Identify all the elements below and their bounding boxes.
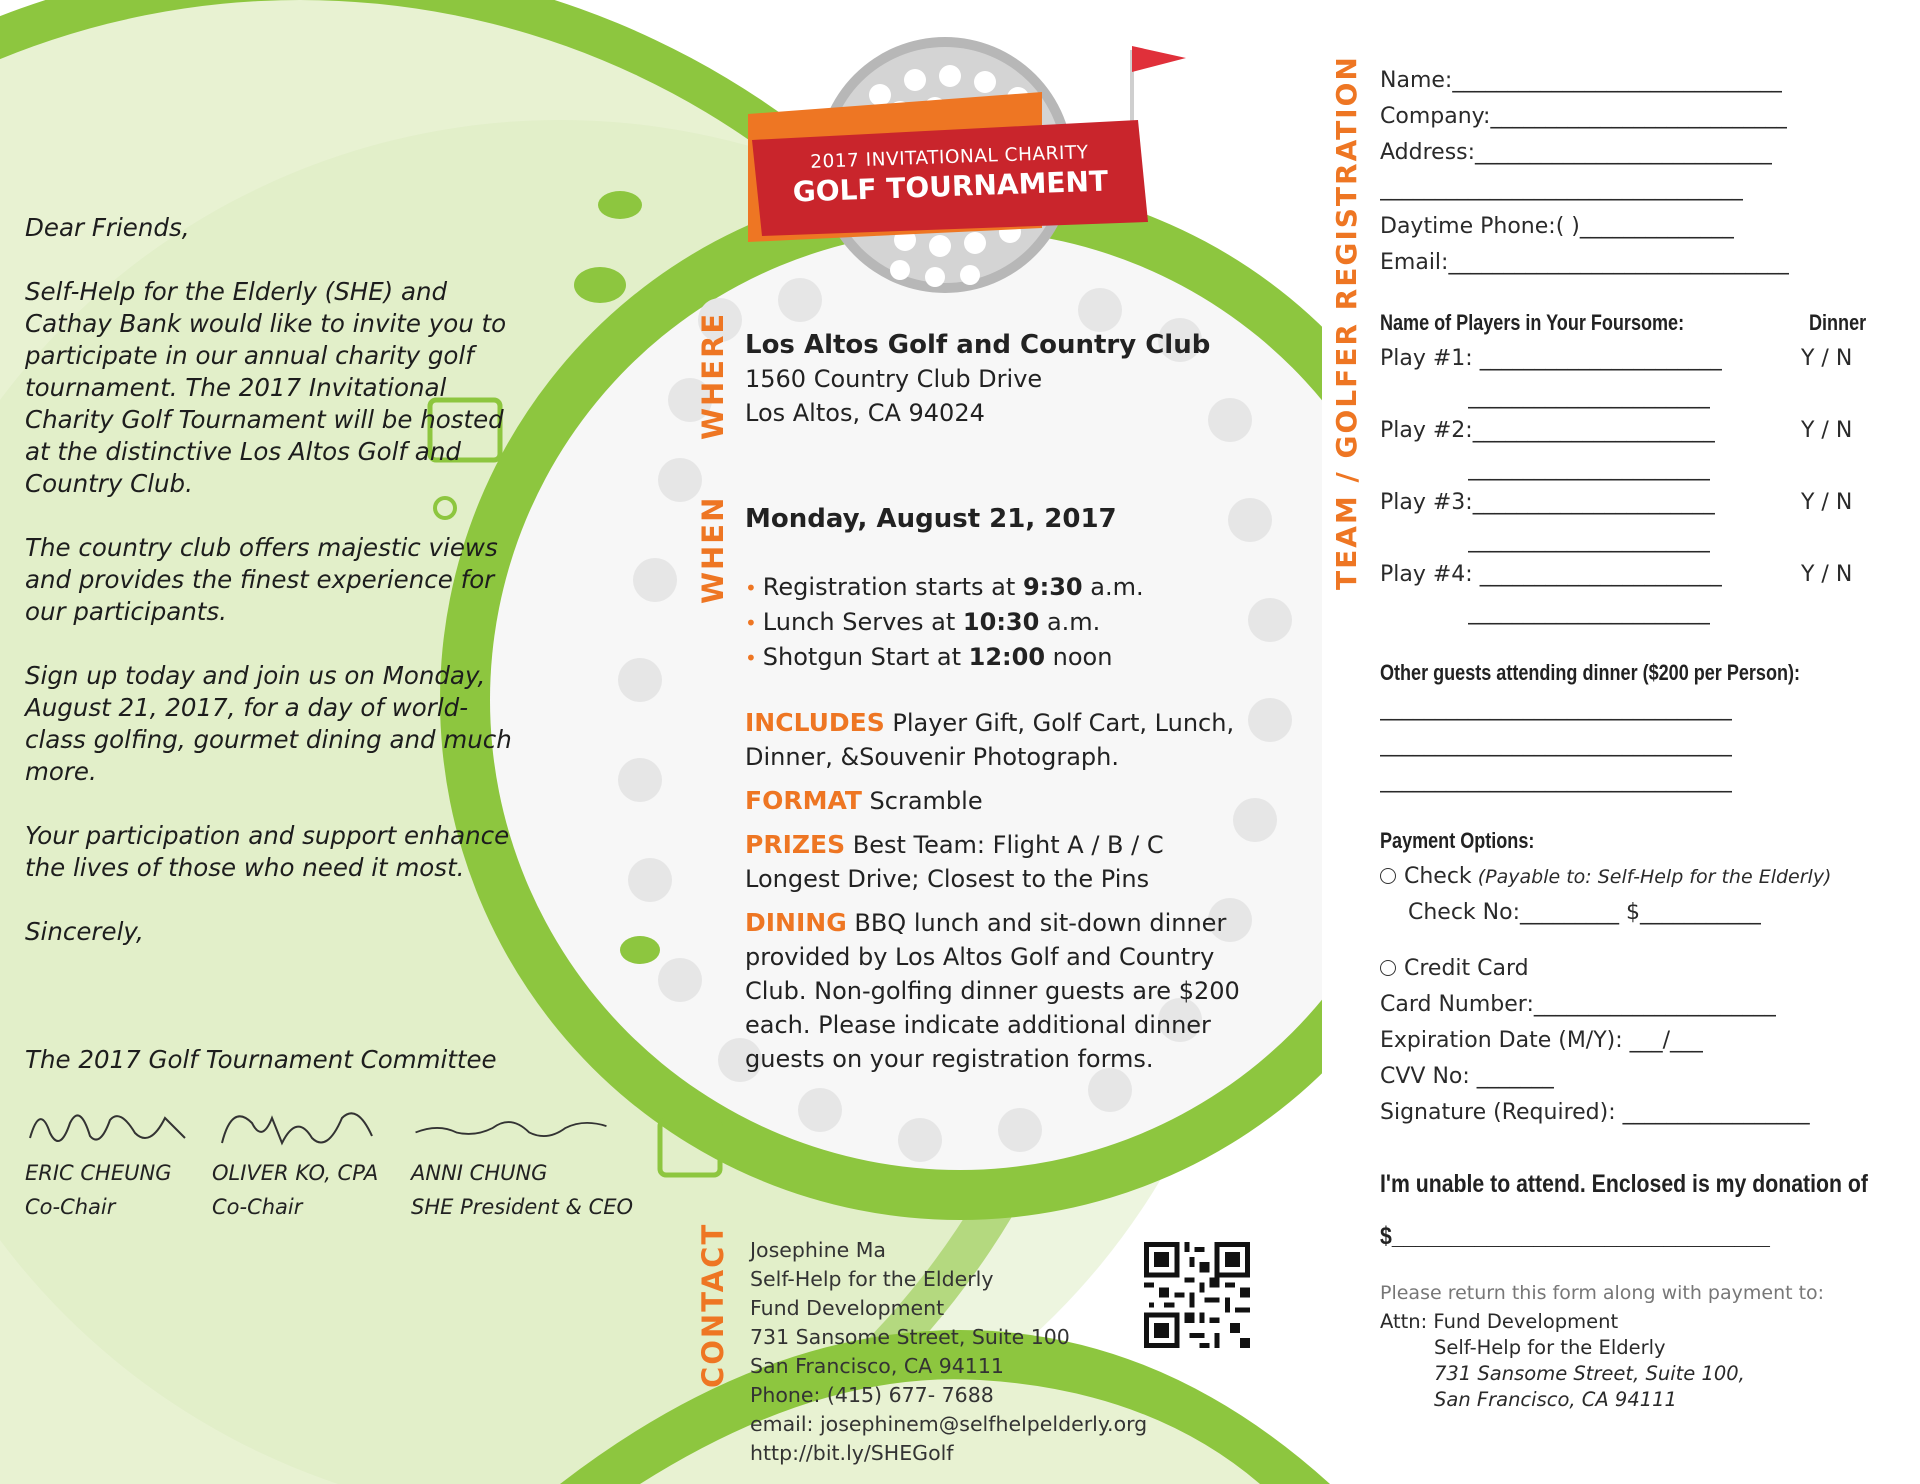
player-2-dinner[interactable]: Y / N	[1801, 418, 1853, 443]
dining-line-1: DINING BBQ lunch and sit-down dinner	[745, 908, 1227, 937]
banner-line2: GOLF TOURNAMENT	[792, 164, 1109, 209]
guest-line-1[interactable]: ________________________________	[1380, 696, 1732, 721]
event-date: Monday, August 21, 2017	[745, 504, 1117, 534]
where-label: WHERE	[696, 311, 730, 440]
contact-city: San Francisco, CA 94111	[750, 1354, 1004, 1378]
credit-card-radio[interactable]	[1380, 960, 1396, 976]
signer-3-name: ANNI CHUNG	[411, 1161, 548, 1185]
address-line-2[interactable]: _________________________________	[1380, 176, 1743, 201]
contact-block	[750, 1236, 1147, 1468]
dining-line-3: Club. Non-golfing dinner guests are $200	[745, 977, 1240, 1005]
guest-line-2[interactable]: ________________________________	[1380, 732, 1732, 757]
invitation-letter	[25, 212, 525, 1074]
prizes-line-2: Longest Drive; Closest to the Pins	[745, 865, 1150, 893]
signer-2-role: Co-Chair	[212, 1195, 303, 1219]
signature-scribble-3	[411, 1098, 611, 1156]
player-3-field[interactable]: Play #3:______________________	[1380, 490, 1715, 515]
includes-line-1: INCLUDES Player Gift, Golf Cart, Lunch,	[745, 708, 1235, 737]
return-attn: Attn: Fund Development	[1380, 1310, 1619, 1333]
email-field[interactable]: Email:_______________________________	[1380, 250, 1790, 275]
signature-field[interactable]: Signature (Required): _________________	[1380, 1100, 1810, 1125]
players-header: Name of Players in Your Foursome:	[1380, 310, 1685, 335]
letter-committee: The 2017 Golf Tournament Committee	[25, 1045, 497, 1074]
check-option[interactable]: Check (Payable to: Self-Help for the Elderly)	[1380, 864, 1831, 889]
payment-header: Payment Options:	[1380, 828, 1535, 853]
address-field[interactable]: Address:___________________________	[1380, 140, 1773, 165]
details-block	[745, 706, 1240, 1076]
registration-title: TEAM / GOLFER REGISTRATION	[1330, 55, 1363, 590]
contact-email[interactable]: email: josephinem@selfhelpelderly.org	[750, 1412, 1148, 1436]
signature-scribble-2	[212, 1098, 412, 1156]
schedule-item-lunch: • Lunch Serves at 10:30 a.m.	[745, 608, 1101, 636]
contact-phone: Phone: (415) 677- 7688	[750, 1383, 994, 1407]
format-line: FORMAT Scramble	[745, 786, 983, 815]
signer-3	[411, 1098, 633, 1224]
return-org: Self-Help for the Elderly	[1434, 1336, 1666, 1359]
guests-header: Other guests attending dinner ($200 per Person):	[1380, 660, 1801, 685]
check-number-field[interactable]: Check No:_________ $___________	[1408, 900, 1761, 925]
letter-paragraph-1: Self-Help for the Elderly (SHE) and Cathay Bank would like to invite you to participate in our annual charity golf tournament. The 2017 Invitational Charity Golf Tournament will be hosted at the distinctive Los Altos Golf and Country Club.	[25, 277, 507, 498]
name-field[interactable]: Name:______________________________	[1380, 68, 1783, 93]
venue-street: 1560 Country Club Drive	[745, 365, 1043, 393]
schedule-item-registration: • Registration starts at 9:30 a.m.	[745, 573, 1144, 601]
expiration-field[interactable]: Expiration Date (M/Y): ___/___	[1380, 1028, 1704, 1053]
contact-name: Josephine Ma	[750, 1238, 886, 1262]
signer-1-name: ERIC CHEUNG	[25, 1161, 172, 1185]
check-radio[interactable]	[1380, 868, 1396, 884]
player-1-field[interactable]: Play #1: ______________________	[1380, 346, 1722, 371]
qr-code[interactable]	[1144, 1242, 1250, 1348]
guest-line-3[interactable]: ________________________________	[1380, 768, 1732, 793]
player-1-line-2[interactable]: ______________________	[1468, 384, 1710, 409]
signer-1-role: Co-Chair	[25, 1195, 116, 1219]
contact-street: 731 Sansome Street, Suite 100	[750, 1325, 1070, 1349]
banner-line1: 2017 INVITATIONAL CHARITY	[809, 142, 1089, 173]
letter-greeting: Dear Friends,	[25, 213, 190, 242]
return-address-2: San Francisco, CA 94111	[1434, 1388, 1677, 1411]
letter-paragraph-3: Sign up today and join us on Monday, August 21, 2017, for a day of world-class golfing, gourmet dining and much more.	[25, 661, 512, 786]
contact-dept: Fund Development	[750, 1296, 945, 1320]
signer-2-name: OLIVER KO, CPA	[212, 1161, 379, 1185]
venue-name: Los Altos Golf and Country Club	[745, 330, 1211, 360]
signer-2	[212, 1098, 412, 1224]
signature-scribble-1	[25, 1098, 225, 1156]
phone-field[interactable]: Daytime Phone:( )______________	[1380, 214, 1734, 239]
dining-line-2: provided by Los Altos Golf and Country	[745, 943, 1215, 971]
player-4-line-2[interactable]: ______________________	[1468, 600, 1710, 625]
letter-paragraph-4: Your participation and support enhance the lives of those who need it most.	[25, 821, 510, 882]
credit-card-option[interactable]: Credit Card	[1380, 956, 1529, 981]
prizes-line-1: PRIZES Best Team: Flight A / B / C	[745, 830, 1164, 859]
when-block	[745, 502, 1144, 675]
includes-line-2: Dinner, &Souvenir Photograph.	[745, 743, 1119, 771]
player-4-dinner[interactable]: Y / N	[1801, 562, 1853, 587]
contact-url[interactable]: http://bit.ly/SHEGolf	[750, 1441, 954, 1465]
player-2-line-2[interactable]: ______________________	[1468, 456, 1710, 481]
contact-label: CONTACT	[696, 1222, 730, 1388]
letter-closing: Sincerely,	[25, 917, 144, 946]
donation-text: I'm unable to attend. Enclosed is my donation of	[1380, 1170, 1868, 1198]
venue-city: Los Altos, CA 94024	[745, 399, 985, 427]
player-4-field[interactable]: Play #4: ______________________	[1380, 562, 1722, 587]
donation-amount-field[interactable]: $________________________________	[1380, 1222, 1771, 1250]
contact-org: Self-Help for the Elderly	[750, 1267, 994, 1291]
cvv-field[interactable]: CVV No: _______	[1380, 1064, 1554, 1089]
signer-3-role: SHE President & CEO	[411, 1195, 634, 1219]
card-number-field[interactable]: Card Number:______________________	[1380, 992, 1776, 1017]
schedule-item-shotgun: • Shotgun Start at 12:00 noon	[745, 643, 1113, 671]
letter-paragraph-2: The country club offers majestic views and provides the finest experience for our participants.	[25, 533, 498, 626]
dining-line-4: each. Please indicate additional dinner	[745, 1011, 1211, 1039]
signer-1	[25, 1098, 225, 1224]
dining-line-5: guests on your registration forms.	[745, 1045, 1154, 1073]
when-label: WHEN	[696, 495, 730, 604]
signatures	[25, 1098, 685, 1238]
player-3-dinner[interactable]: Y / N	[1801, 490, 1853, 515]
player-2-field[interactable]: Play #2:______________________	[1380, 418, 1715, 443]
player-3-line-2[interactable]: ______________________	[1468, 528, 1710, 553]
company-field[interactable]: Company:___________________________	[1380, 104, 1788, 129]
dinner-header: Dinner	[1809, 310, 1867, 335]
where-block	[745, 328, 1210, 430]
return-note: Please return this form along with payment to:	[1380, 1282, 1825, 1304]
player-1-dinner[interactable]: Y / N	[1801, 346, 1853, 371]
return-address-1: 731 Sansome Street, Suite 100,	[1434, 1362, 1745, 1385]
